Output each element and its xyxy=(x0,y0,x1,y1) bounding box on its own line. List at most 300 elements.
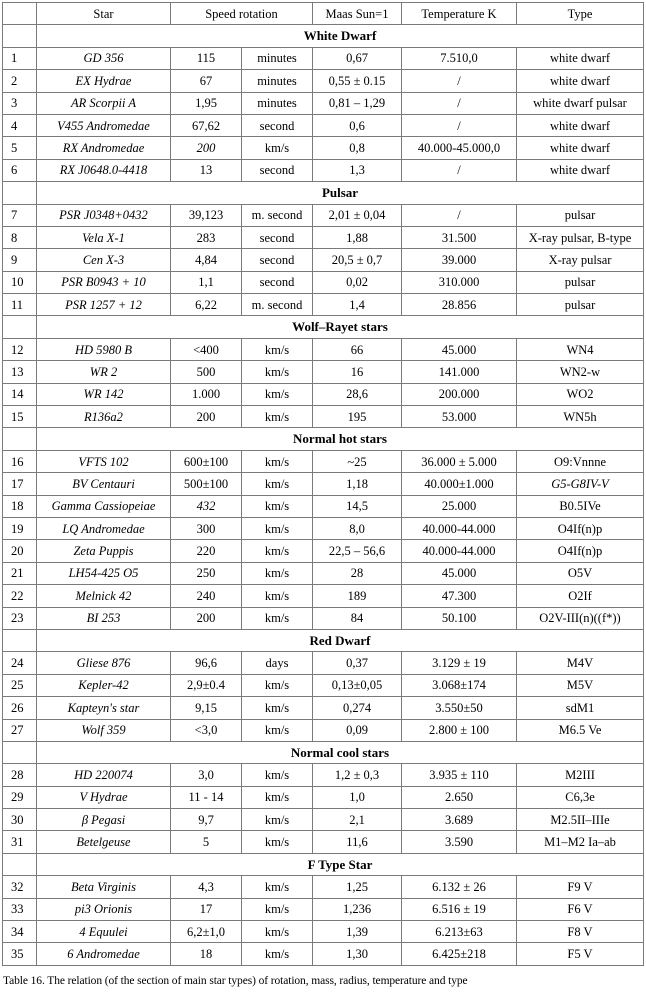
speed-unit: km/s xyxy=(242,876,313,898)
speed-value: 432 xyxy=(171,495,242,517)
row-number: 16 xyxy=(3,450,37,472)
star-type: M4V xyxy=(517,652,644,674)
temperature-value: 2.650 xyxy=(402,786,517,808)
temperature-value: 31.500 xyxy=(402,226,517,248)
row-number: 22 xyxy=(3,585,37,607)
table-row xyxy=(3,406,644,428)
speed-value: 67 xyxy=(171,70,242,92)
speed-value: 4,3 xyxy=(171,876,242,898)
table-row xyxy=(3,943,644,965)
star-name: LQ Andromedae xyxy=(37,517,171,539)
speed-unit: km/s xyxy=(242,137,313,159)
mass-value: 0,13±0,05 xyxy=(313,674,402,696)
table-row xyxy=(3,495,644,517)
speed-unit: m. second xyxy=(242,294,313,316)
row-number: 21 xyxy=(3,562,37,584)
header-mass: Maas Sun=1 xyxy=(313,3,402,25)
speed-value: 1,1 xyxy=(171,271,242,293)
table-row xyxy=(3,361,644,383)
row-number: 35 xyxy=(3,943,37,965)
temperature-value: 40.000-45.000,0 xyxy=(402,137,517,159)
section-index-cell xyxy=(3,25,37,47)
header-row xyxy=(3,3,644,25)
speed-unit: km/s xyxy=(242,517,313,539)
star-name: WR 2 xyxy=(37,361,171,383)
section-index-cell xyxy=(3,853,37,875)
temperature-value: 47.300 xyxy=(402,585,517,607)
temperature-value: 40.000±1.000 xyxy=(402,473,517,495)
star-name: Beta Virginis xyxy=(37,876,171,898)
mass-value: 1,25 xyxy=(313,876,402,898)
speed-value: 5 xyxy=(171,831,242,853)
mass-value: 2,01 ± 0,04 xyxy=(313,204,402,226)
mass-value: 1,88 xyxy=(313,226,402,248)
table-body xyxy=(3,25,644,965)
star-name: WR 142 xyxy=(37,383,171,405)
star-type: M1–M2 Ia–ab xyxy=(517,831,644,853)
table-row xyxy=(3,450,644,472)
table-header xyxy=(3,3,644,25)
speed-unit: km/s xyxy=(242,361,313,383)
star-name: BI 253 xyxy=(37,607,171,629)
mass-value: 14,5 xyxy=(313,495,402,517)
star-type: F8 V xyxy=(517,921,644,943)
temperature-value: 28.856 xyxy=(402,294,517,316)
star-type: G5-G8IV-V xyxy=(517,473,644,495)
star-name: PSR J0348+0432 xyxy=(37,204,171,226)
row-number: 32 xyxy=(3,876,37,898)
temperature-value: 3.935 ± 110 xyxy=(402,764,517,786)
speed-value: 39,123 xyxy=(171,204,242,226)
speed-unit: km/s xyxy=(242,607,313,629)
speed-value: 3,0 xyxy=(171,764,242,786)
mass-value: 0,8 xyxy=(313,137,402,159)
row-number: 17 xyxy=(3,473,37,495)
row-number: 9 xyxy=(3,249,37,271)
star-name: Vela X-1 xyxy=(37,226,171,248)
speed-value: 6,22 xyxy=(171,294,242,316)
temperature-value: 6.213±63 xyxy=(402,921,517,943)
row-number: 34 xyxy=(3,921,37,943)
mass-value: 0,67 xyxy=(313,47,402,69)
temperature-value: / xyxy=(402,92,517,114)
mass-value: 0,09 xyxy=(313,719,402,741)
star-type: white dwarf xyxy=(517,137,644,159)
mass-value: 2,1 xyxy=(313,809,402,831)
table-row xyxy=(3,338,644,360)
speed-unit: m. second xyxy=(242,204,313,226)
table-caption: Table 16. The relation (of the section of main star types) of rotation, mass, radius, temperature and type xyxy=(3,975,468,987)
section-row xyxy=(3,316,644,338)
table-row xyxy=(3,226,644,248)
speed-unit: second xyxy=(242,271,313,293)
row-number: 11 xyxy=(3,294,37,316)
star-type: C6,3e xyxy=(517,786,644,808)
temperature-value: 45.000 xyxy=(402,562,517,584)
star-name: Cen X-3 xyxy=(37,249,171,271)
row-number: 18 xyxy=(3,495,37,517)
star-name: β Pegasi xyxy=(37,809,171,831)
speed-unit: minutes xyxy=(242,47,313,69)
star-name: BV Centauri xyxy=(37,473,171,495)
section-row xyxy=(3,428,644,450)
section-row xyxy=(3,853,644,875)
star-name: Kapteyn's star xyxy=(37,697,171,719)
section-title: Wolf–Rayet stars xyxy=(37,316,644,338)
speed-value: 200 xyxy=(171,137,242,159)
mass-value: 20,5 ± 0,7 xyxy=(313,249,402,271)
mass-value: 195 xyxy=(313,406,402,428)
speed-value: 11 - 14 xyxy=(171,786,242,808)
star-name: HD 5980 B xyxy=(37,338,171,360)
row-number: 31 xyxy=(3,831,37,853)
table-row xyxy=(3,831,644,853)
mass-value: 1,236 xyxy=(313,898,402,920)
star-type: white dwarf pulsar xyxy=(517,92,644,114)
speed-value: 2,9±0.4 xyxy=(171,674,242,696)
row-number: 7 xyxy=(3,204,37,226)
speed-value: 600±100 xyxy=(171,450,242,472)
table-row xyxy=(3,249,644,271)
row-number: 27 xyxy=(3,719,37,741)
speed-unit: minutes xyxy=(242,92,313,114)
temperature-value: 40.000-44.000 xyxy=(402,540,517,562)
row-number: 23 xyxy=(3,607,37,629)
speed-unit: km/s xyxy=(242,697,313,719)
row-number: 5 xyxy=(3,137,37,159)
table-row xyxy=(3,47,644,69)
speed-unit: km/s xyxy=(242,540,313,562)
row-number: 19 xyxy=(3,517,37,539)
speed-value: 500 xyxy=(171,361,242,383)
header-index xyxy=(3,3,37,25)
star-type: white dwarf xyxy=(517,47,644,69)
temperature-value: 50.100 xyxy=(402,607,517,629)
table-row xyxy=(3,764,644,786)
speed-value: 96,6 xyxy=(171,652,242,674)
mass-value: 22,5 – 56,6 xyxy=(313,540,402,562)
temperature-value: 310.000 xyxy=(402,271,517,293)
row-number: 2 xyxy=(3,70,37,92)
row-number: 29 xyxy=(3,786,37,808)
speed-unit: km/s xyxy=(242,809,313,831)
star-name: 6 Andromedae xyxy=(37,943,171,965)
row-number: 10 xyxy=(3,271,37,293)
section-row xyxy=(3,629,644,651)
row-number: 28 xyxy=(3,764,37,786)
star-type: M6.5 Ve xyxy=(517,719,644,741)
table-row xyxy=(3,137,644,159)
mass-value: 1,30 xyxy=(313,943,402,965)
temperature-value: 53.000 xyxy=(402,406,517,428)
speed-unit: second xyxy=(242,249,313,271)
row-number: 8 xyxy=(3,226,37,248)
star-type: F6 V xyxy=(517,898,644,920)
temperature-value: 3.550±50 xyxy=(402,697,517,719)
section-title: F Type Star xyxy=(37,853,644,875)
temperature-value: 39.000 xyxy=(402,249,517,271)
section-row xyxy=(3,741,644,763)
star-type: M2III xyxy=(517,764,644,786)
mass-value: 189 xyxy=(313,585,402,607)
row-number: 20 xyxy=(3,540,37,562)
mass-value: 8,0 xyxy=(313,517,402,539)
table-row xyxy=(3,786,644,808)
table-row xyxy=(3,876,644,898)
mass-value: 0,02 xyxy=(313,271,402,293)
temperature-value: 3.590 xyxy=(402,831,517,853)
star-name: GD 356 xyxy=(37,47,171,69)
star-name: Gliese 876 xyxy=(37,652,171,674)
mass-value: 11,6 xyxy=(313,831,402,853)
star-type: O2V-III(n)((f*)) xyxy=(517,607,644,629)
row-number: 30 xyxy=(3,809,37,831)
star-type: X-ray pulsar xyxy=(517,249,644,271)
row-number: 6 xyxy=(3,159,37,181)
mass-value: 0,274 xyxy=(313,697,402,719)
temperature-value: / xyxy=(402,114,517,136)
row-number: 4 xyxy=(3,114,37,136)
section-title: Red Dwarf xyxy=(37,629,644,651)
mass-value: 1,2 ± 0,3 xyxy=(313,764,402,786)
star-name: EX Hydrae xyxy=(37,70,171,92)
mass-value: 1,3 xyxy=(313,159,402,181)
speed-value: 240 xyxy=(171,585,242,607)
star-name: Kepler-42 xyxy=(37,674,171,696)
speed-value: 115 xyxy=(171,47,242,69)
temperature-value: 6.425±218 xyxy=(402,943,517,965)
star-type: pulsar xyxy=(517,204,644,226)
row-number: 12 xyxy=(3,338,37,360)
star-name: 4 Equulei xyxy=(37,921,171,943)
mass-value: 0,6 xyxy=(313,114,402,136)
temperature-value: / xyxy=(402,204,517,226)
star-type: M2.5II–IIIe xyxy=(517,809,644,831)
star-type: O4If(n)p xyxy=(517,517,644,539)
star-type: F9 V xyxy=(517,876,644,898)
row-number: 13 xyxy=(3,361,37,383)
star-name: RX J0648.0-4418 xyxy=(37,159,171,181)
star-type: pulsar xyxy=(517,271,644,293)
section-index-cell xyxy=(3,316,37,338)
speed-value: 283 xyxy=(171,226,242,248)
table-row xyxy=(3,294,644,316)
section-title: Pulsar xyxy=(37,182,644,204)
speed-unit: km/s xyxy=(242,562,313,584)
temperature-value: / xyxy=(402,159,517,181)
speed-value: 67,62 xyxy=(171,114,242,136)
star-table xyxy=(2,2,644,966)
temperature-value: 6.516 ± 19 xyxy=(402,898,517,920)
table-row xyxy=(3,271,644,293)
speed-unit: km/s xyxy=(242,786,313,808)
row-number: 14 xyxy=(3,383,37,405)
star-type: white dwarf xyxy=(517,70,644,92)
star-name: PSR B0943 + 10 xyxy=(37,271,171,293)
mass-value: 1,0 xyxy=(313,786,402,808)
section-title: Normal hot stars xyxy=(37,428,644,450)
table-row xyxy=(3,719,644,741)
temperature-value: 2.800 ± 100 xyxy=(402,719,517,741)
speed-unit: second xyxy=(242,226,313,248)
section-index-cell xyxy=(3,741,37,763)
star-name: pi3 Orionis xyxy=(37,898,171,920)
speed-unit: km/s xyxy=(242,943,313,965)
temperature-value: 45.000 xyxy=(402,338,517,360)
speed-value: 200 xyxy=(171,406,242,428)
mass-value: ~25 xyxy=(313,450,402,472)
mass-value: 1,39 xyxy=(313,921,402,943)
speed-unit: km/s xyxy=(242,898,313,920)
speed-unit: km/s xyxy=(242,406,313,428)
star-name: Zeta Puppis xyxy=(37,540,171,562)
section-title: Normal cool stars xyxy=(37,741,644,763)
speed-unit: km/s xyxy=(242,674,313,696)
table-row xyxy=(3,204,644,226)
speed-value: <400 xyxy=(171,338,242,360)
star-type: WN2-w xyxy=(517,361,644,383)
star-name: LH54-425 O5 xyxy=(37,562,171,584)
speed-unit: km/s xyxy=(242,495,313,517)
section-index-cell xyxy=(3,629,37,651)
star-type: WN5h xyxy=(517,406,644,428)
star-name: HD 220074 xyxy=(37,764,171,786)
speed-value: 250 xyxy=(171,562,242,584)
mass-value: 66 xyxy=(313,338,402,360)
star-name: PSR 1257 + 12 xyxy=(37,294,171,316)
star-type: pulsar xyxy=(517,294,644,316)
temperature-value: 141.000 xyxy=(402,361,517,383)
star-name: Melnick 42 xyxy=(37,585,171,607)
star-name: Betelgeuse xyxy=(37,831,171,853)
table-row xyxy=(3,809,644,831)
speed-value: 500±100 xyxy=(171,473,242,495)
star-type: WN4 xyxy=(517,338,644,360)
star-name: V Hydrae xyxy=(37,786,171,808)
speed-value: 17 xyxy=(171,898,242,920)
table-wrapper xyxy=(2,2,643,966)
star-type: sdM1 xyxy=(517,697,644,719)
row-number: 26 xyxy=(3,697,37,719)
mass-value: 0,81 – 1,29 xyxy=(313,92,402,114)
speed-value: 4,84 xyxy=(171,249,242,271)
temperature-value: 7.510,0 xyxy=(402,47,517,69)
table-row xyxy=(3,473,644,495)
temperature-value: 25.000 xyxy=(402,495,517,517)
table-row xyxy=(3,383,644,405)
table-row xyxy=(3,517,644,539)
star-name: Wolf 359 xyxy=(37,719,171,741)
section-row xyxy=(3,25,644,47)
speed-unit: km/s xyxy=(242,585,313,607)
header-temperature: Temperature K xyxy=(402,3,517,25)
row-number: 24 xyxy=(3,652,37,674)
star-name: R136a2 xyxy=(37,406,171,428)
speed-unit: km/s xyxy=(242,473,313,495)
star-name: VFTS 102 xyxy=(37,450,171,472)
speed-unit: km/s xyxy=(242,764,313,786)
row-number: 3 xyxy=(3,92,37,114)
row-number: 33 xyxy=(3,898,37,920)
speed-unit: km/s xyxy=(242,719,313,741)
speed-value: 9,7 xyxy=(171,809,242,831)
temperature-value: 3.068±174 xyxy=(402,674,517,696)
speed-unit: second xyxy=(242,114,313,136)
speed-unit: km/s xyxy=(242,831,313,853)
speed-unit: km/s xyxy=(242,383,313,405)
temperature-value: 3.689 xyxy=(402,809,517,831)
star-name: Gamma Cassiopeiae xyxy=(37,495,171,517)
table-row xyxy=(3,898,644,920)
section-index-cell xyxy=(3,182,37,204)
star-name: V455 Andromedae xyxy=(37,114,171,136)
speed-unit: second xyxy=(242,159,313,181)
mass-value: 28 xyxy=(313,562,402,584)
table-row xyxy=(3,159,644,181)
star-type: O2If xyxy=(517,585,644,607)
table-row xyxy=(3,652,644,674)
mass-value: 84 xyxy=(313,607,402,629)
row-number: 1 xyxy=(3,47,37,69)
speed-value: 300 xyxy=(171,517,242,539)
mass-value: 0,37 xyxy=(313,652,402,674)
speed-value: 13 xyxy=(171,159,242,181)
temperature-value: 36.000 ± 5.000 xyxy=(402,450,517,472)
header-speed-rotation: Speed rotation xyxy=(171,3,313,25)
star-name: RX Andromedae xyxy=(37,137,171,159)
mass-value: 16 xyxy=(313,361,402,383)
speed-unit: days xyxy=(242,652,313,674)
star-name: AR Scorpii A xyxy=(37,92,171,114)
speed-unit: km/s xyxy=(242,338,313,360)
row-number: 25 xyxy=(3,674,37,696)
mass-value: 28,6 xyxy=(313,383,402,405)
star-type: white dwarf xyxy=(517,159,644,181)
temperature-value: 200.000 xyxy=(402,383,517,405)
speed-unit: km/s xyxy=(242,450,313,472)
row-number: 15 xyxy=(3,406,37,428)
star-type: white dwarf xyxy=(517,114,644,136)
speed-value: 1,95 xyxy=(171,92,242,114)
table-row xyxy=(3,540,644,562)
speed-unit: minutes xyxy=(242,70,313,92)
star-type: O9:Vnnne xyxy=(517,450,644,472)
table-row xyxy=(3,674,644,696)
header-type: Type xyxy=(517,3,644,25)
temperature-value: 6.132 ± 26 xyxy=(402,876,517,898)
temperature-value: 40.000-44.000 xyxy=(402,517,517,539)
speed-value: <3,0 xyxy=(171,719,242,741)
star-type: WO2 xyxy=(517,383,644,405)
section-index-cell xyxy=(3,428,37,450)
speed-value: 200 xyxy=(171,607,242,629)
table-row xyxy=(3,921,644,943)
section-row xyxy=(3,182,644,204)
speed-value: 220 xyxy=(171,540,242,562)
star-type: M5V xyxy=(517,674,644,696)
star-type: B0.5IVe xyxy=(517,495,644,517)
table-row xyxy=(3,562,644,584)
mass-value: 1,18 xyxy=(313,473,402,495)
speed-unit: km/s xyxy=(242,921,313,943)
star-type: O5V xyxy=(517,562,644,584)
star-type: X-ray pulsar, B-type xyxy=(517,226,644,248)
temperature-value: / xyxy=(402,70,517,92)
speed-value: 6,2±1,0 xyxy=(171,921,242,943)
section-title: White Dwarf xyxy=(37,25,644,47)
table-row xyxy=(3,585,644,607)
speed-value: 18 xyxy=(171,943,242,965)
